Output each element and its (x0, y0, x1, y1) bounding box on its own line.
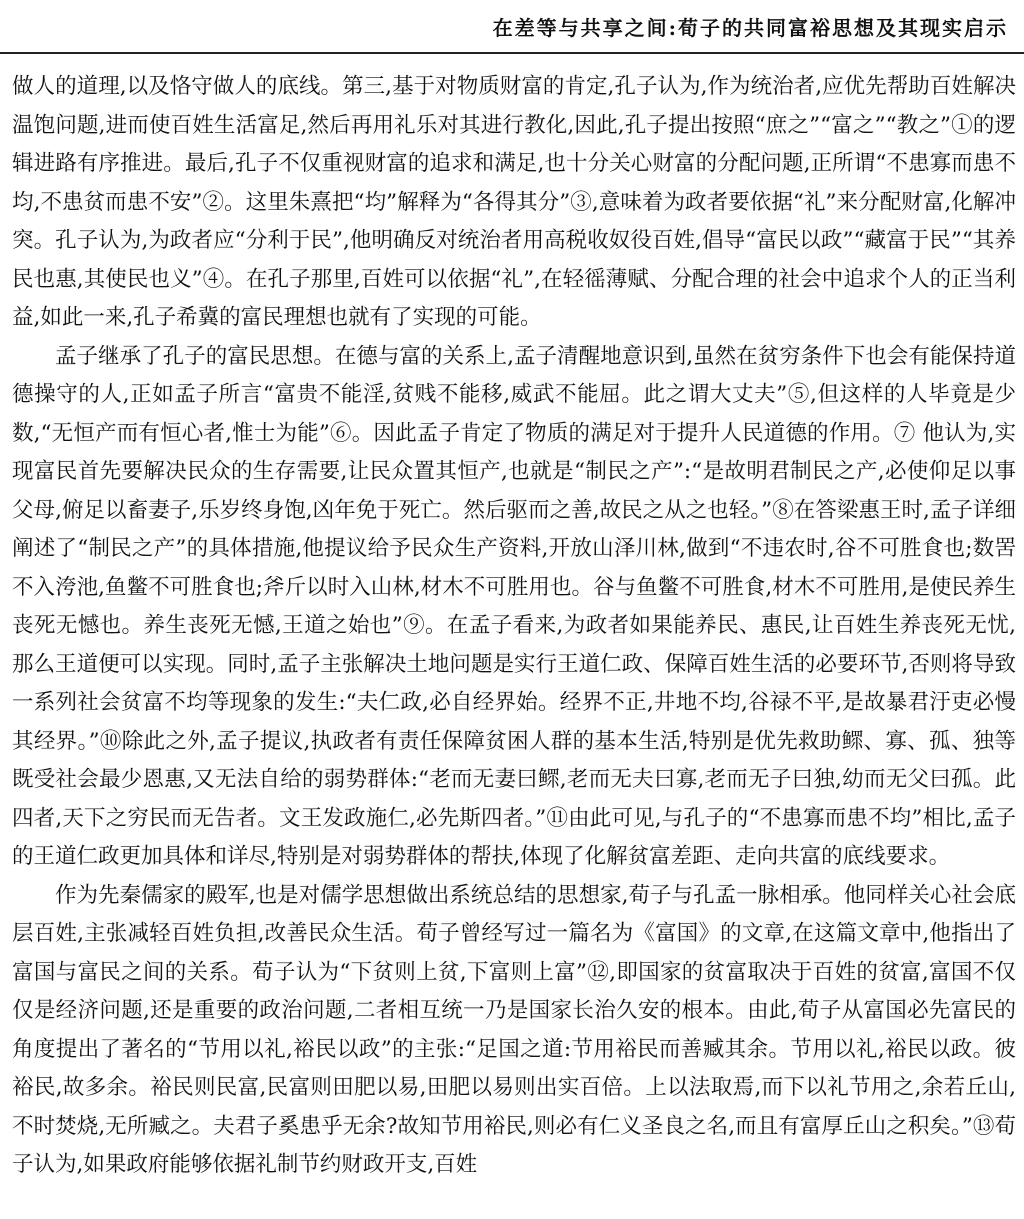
header-rule (0, 52, 1024, 54)
paragraph-continuation: 做人的道理,以及恪守做人的底线。第三,基于对物质财富的肯定,孔子认为,作为统治者,应优先帮助百姓解决温饱问题,进而使百姓生活富足,然后再用礼乐对其进行教化,因此,孔子提出按照“庶之”“富之”“教之”①的逻辑进路有序推进。最后,孔子不仅重视财富的追求和满足,也十分关心财富的分配问题,正所谓“不患寡而患不均,不患贫而患不安”②。这里朱熹把“均”解释为“各得其分”③,意味着为政者要依据“礼”来分配财富,化解冲突。孔子认为,为政者应“分利于民”,他明确反对统治者用高税收奴役百姓,倡导“富民以政”“藏富于民”“其养民也惠,其使民也义”④。在孔子那里,百姓可以依据“礼”,在轻徭薄赋、分配合理的社会中追求个人的正当利益,如此一来,孔子希冀的富民理想也就有了实现的可能。 (12, 74, 1016, 330)
paragraph-mencius: 孟子继承了孔子的富民思想。在德与富的关系上,孟子清醒地意识到,虽然在贫穷条件下也会有能保持道德操守的人,正如孟子所言“富贵不能淫,贫贱不能移,威武不能屈。此之谓大丈夫”⑤,但这样的人毕竟是少数,“无恒产而有恒心者,惟士为能”⑥。因此孟子肯定了物质的满足对于提升人民道德的作用。⑦ 他认为,实现富民首先要解决民众的生存需要,让民众置其恒产,也就是“制民之产”:“是故明君制民之产,必使仰足以事父母,俯足以畜妻子,乐岁终身饱,凶年免于死亡。然后驱而之善,故民之从之也轻。”⑧在答梁惠王时,孟子详细阐述了“制民之产”的具体措施,他提议给予民众生产资料,开放山泽川林,做到“不违农时,谷不可胜食也;数罟不入洿池,鱼鳖不可胜食也;斧斤以时入山林,材木不可胜用也。谷与鱼鳖不可胜食,材木不可胜用,是使民养生丧死无憾也。养生丧死无憾,王道之始也”⑨。在孟子看来,为政者如果能养民、惠民,让百姓生养丧死无忧,那么王道便可以实现。同时,孟子主张解决土地问题是实行王道仁政、保障百姓生活的必要环节,否则将导致一系列社会贫富不均等现象的发生:“夫仁政,必自经界始。经界不正,井地不均,谷禄不平,是故暴君汙吏必慢其经界。”⑩除此之外,孟子提议,执政者有责任保障贫困人群的基本生活,特别是优先救助鳏、寡、孤、独等既受社会最少恩惠,又无法自给的弱势群体:“老而无妻曰鳏,老而无夫曰寡,老而无子曰独,幼而无父曰孤。此四者,天下之穷民而无告者。文王发政施仁,必先斯四者。”⑪由此可见,与孔子的“不患寡而患不均”相比,孟子的王道仁政更加具体和详尽,特别是对弱势群体的帮扶,体现了化解贫富差距、走向共富的底线要求。 (12, 343, 1016, 869)
body-text (12, 68, 1016, 1185)
paragraph-xunzi: 作为先秦儒家的殿军,也是对儒学思想做出系统总结的思想家,荀子与孔孟一脉相承。他同样关心社会底层百姓,主张减轻百姓负担,改善民众生活。荀子曾经写过一篇名为《富国》的文章,在这篇文章中,他指出了富国与富民之间的关系。荀子认为“下贫则上贫,下富则上富”⑫,即国家的贫富取决于百姓的贫富,富国不仅仅是经济问题,还是重要的政治问题,二者相互统一乃是国家长治久安的根本。由此,荀子从富国必先富民的角度提出了著名的“节用以礼,裕民以政”的主张:“足国之道:节用裕民而善臧其余。节用以礼,裕民以政。彼裕民,故多余。裕民则民富,民富则田肥以易,田肥以易则出实百倍。上以法取焉,而下以礼节用之,余若丘山,不时焚烧,无所臧之。夫君子奚患乎无余?故知节用裕民,则必有仁义圣良之名,而且有富厚丘山之积矣。”⑬荀子认为,如果政府能够依据礼制节约财政开支,百姓 (12, 882, 1016, 1177)
running-header: 在差等与共享之间:荀子的共同富裕思想及其现实启示 (492, 16, 1008, 40)
